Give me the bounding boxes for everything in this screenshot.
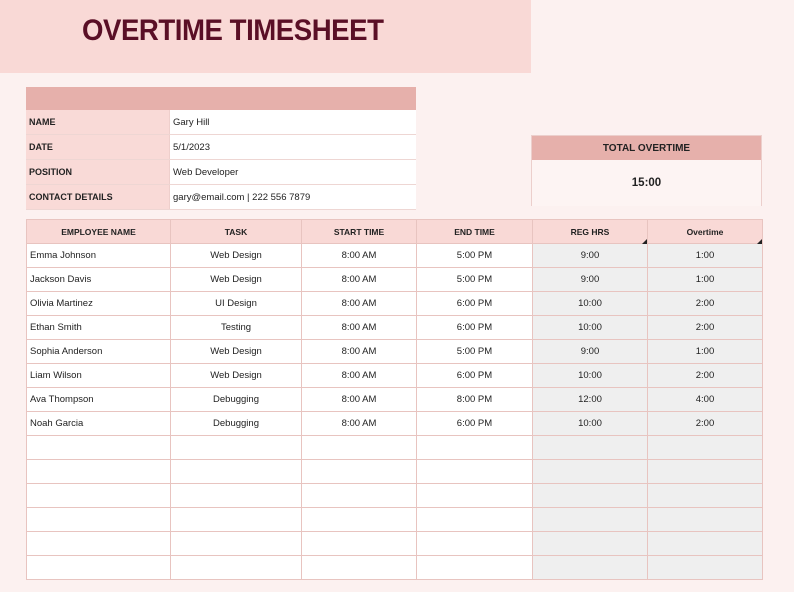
start-time-cell[interactable]	[302, 508, 417, 532]
overtime-cell[interactable]: 2:00	[648, 292, 763, 316]
task-cell[interactable]	[171, 508, 302, 532]
column-header-label: REG HRS	[570, 226, 610, 237]
start-time-cell[interactable]: 8:00 AM	[302, 316, 417, 340]
task-cell[interactable]: Debugging	[171, 412, 302, 436]
employee-name-cell[interactable]: Liam Wilson	[27, 364, 171, 388]
table-header-row	[27, 220, 763, 244]
reg-hrs-cell[interactable]: 10:00	[533, 292, 648, 316]
end-time-cell[interactable]	[417, 460, 533, 484]
total-overtime-label: TOTAL OVERTIME	[532, 136, 761, 160]
date-value-cell[interactable]: 5/1/2023	[170, 135, 416, 159]
end-time-cell[interactable]	[417, 436, 533, 460]
overtime-cell[interactable]: 1:00	[648, 244, 763, 268]
overtime-cell[interactable]: 4:00	[648, 388, 763, 412]
overtime-cell[interactable]: 2:00	[648, 412, 763, 436]
task-cell[interactable]: Debugging	[171, 388, 302, 412]
reg-hrs-cell[interactable]: 10:00	[533, 316, 648, 340]
employee-name-cell[interactable]: Olivia Martinez	[27, 292, 171, 316]
reg-hrs-cell[interactable]: 9:00	[533, 244, 648, 268]
info-label: CONTACT DETAILS	[26, 185, 170, 209]
name-value-cell[interactable]: Gary Hill	[170, 110, 416, 134]
table-row	[27, 436, 763, 460]
table-row	[27, 508, 763, 532]
task-cell[interactable]: Web Design	[171, 364, 302, 388]
task-cell[interactable]: Web Design	[171, 244, 302, 268]
info-label: POSITION	[26, 160, 170, 184]
column-header: EMPLOYEE NAME	[27, 220, 171, 244]
end-time-cell[interactable]: 5:00 PM	[417, 268, 533, 292]
table-row	[27, 364, 763, 388]
reg-hrs-cell[interactable]: 9:00	[533, 340, 648, 364]
contact-value-cell[interactable]: gary@email.com | 222 556 7879	[170, 185, 416, 209]
info-label: DATE	[26, 135, 170, 159]
task-cell[interactable]	[171, 532, 302, 556]
reg-hrs-cell[interactable]	[533, 460, 648, 484]
table-row	[27, 460, 763, 484]
task-cell[interactable]: UI Design	[171, 292, 302, 316]
overtime-cell[interactable]: 1:00	[648, 340, 763, 364]
info-label: NAME	[26, 110, 170, 134]
start-time-cell[interactable]	[302, 460, 417, 484]
table-row	[27, 244, 763, 268]
end-time-cell[interactable]: 8:00 PM	[417, 388, 533, 412]
end-time-cell[interactable]: 6:00 PM	[417, 316, 533, 340]
task-cell[interactable]: Testing	[171, 316, 302, 340]
end-time-cell[interactable]: 6:00 PM	[417, 412, 533, 436]
employee-name-cell[interactable]: Ethan Smith	[27, 316, 171, 340]
start-time-cell[interactable]	[302, 556, 417, 580]
overtime-cell[interactable]: 1:00	[648, 268, 763, 292]
overtime-cell[interactable]: 2:00	[648, 316, 763, 340]
start-time-cell[interactable]: 8:00 AM	[302, 364, 417, 388]
timesheet-table	[26, 219, 763, 580]
start-time-cell[interactable]: 8:00 AM	[302, 292, 417, 316]
reg-hrs-cell[interactable]	[533, 532, 648, 556]
employee-name-cell[interactable]	[27, 436, 171, 460]
overtime-cell[interactable]	[648, 436, 763, 460]
overtime-cell[interactable]	[648, 484, 763, 508]
table-row	[27, 316, 763, 340]
employee-name-cell[interactable]	[27, 532, 171, 556]
reg-hrs-cell[interactable]: 10:00	[533, 364, 648, 388]
table-row	[27, 388, 763, 412]
start-time-cell[interactable]: 8:00 AM	[302, 244, 417, 268]
page-title: OVERTIME TIMESHEET	[82, 14, 384, 47]
reg-hrs-cell[interactable]	[533, 508, 648, 532]
employee-name-cell[interactable]: Noah Garcia	[27, 412, 171, 436]
task-cell[interactable]	[171, 460, 302, 484]
start-time-cell[interactable]: 8:00 AM	[302, 412, 417, 436]
table-row	[27, 484, 763, 508]
employee-name-cell[interactable]: Ava Thompson	[27, 388, 171, 412]
reg-hrs-cell[interactable]: 10:00	[533, 412, 648, 436]
end-time-cell[interactable]: 6:00 PM	[417, 364, 533, 388]
task-cell[interactable]	[171, 556, 302, 580]
task-cell[interactable]: Web Design	[171, 268, 302, 292]
table-row	[27, 412, 763, 436]
end-time-cell[interactable]	[417, 484, 533, 508]
start-time-cell[interactable]: 8:00 AM	[302, 388, 417, 412]
column-header: TASK	[171, 220, 302, 244]
overtime-cell[interactable]	[648, 532, 763, 556]
end-time-cell[interactable]	[417, 508, 533, 532]
info-row-position	[26, 160, 416, 185]
task-cell[interactable]: Web Design	[171, 340, 302, 364]
info-row-contact	[26, 185, 416, 210]
employee-name-cell[interactable]: Emma Johnson	[27, 244, 171, 268]
overtime-cell[interactable]: 2:00	[648, 364, 763, 388]
comment-indicator-icon	[642, 239, 647, 244]
table-row	[27, 556, 763, 580]
overtime-cell[interactable]	[648, 556, 763, 580]
employee-name-cell[interactable]	[27, 556, 171, 580]
start-time-cell[interactable]: 8:00 AM	[302, 340, 417, 364]
table-row	[27, 340, 763, 364]
employee-name-cell[interactable]	[27, 484, 171, 508]
end-time-cell[interactable]: 6:00 PM	[417, 292, 533, 316]
position-value-cell[interactable]: Web Developer	[170, 160, 416, 184]
reg-hrs-cell[interactable]	[533, 484, 648, 508]
start-time-cell[interactable]: 8:00 AM	[302, 268, 417, 292]
info-header-band	[26, 87, 416, 110]
overtime-cell[interactable]	[648, 508, 763, 532]
start-time-cell[interactable]	[302, 532, 417, 556]
end-time-cell[interactable]	[417, 556, 533, 580]
reg-hrs-cell[interactable]: 12:00	[533, 388, 648, 412]
task-cell[interactable]	[171, 436, 302, 460]
info-row-name	[26, 110, 416, 135]
employee-name-cell[interactable]	[27, 508, 171, 532]
employee-name-cell[interactable]: Jackson Davis	[27, 268, 171, 292]
column-header	[533, 220, 648, 244]
table-row	[27, 532, 763, 556]
reg-hrs-cell[interactable]	[533, 556, 648, 580]
start-time-cell[interactable]	[302, 484, 417, 508]
column-header: END TIME	[417, 220, 533, 244]
total-overtime-box	[531, 135, 762, 206]
table-row	[27, 268, 763, 292]
reg-hrs-cell[interactable]: 9:00	[533, 268, 648, 292]
employee-name-cell[interactable]: Sophia Anderson	[27, 340, 171, 364]
employee-name-cell[interactable]	[27, 460, 171, 484]
reg-hrs-cell[interactable]	[533, 436, 648, 460]
overtime-cell[interactable]	[648, 460, 763, 484]
end-time-cell[interactable]: 5:00 PM	[417, 244, 533, 268]
comment-indicator-icon	[757, 239, 762, 244]
column-header	[648, 220, 763, 244]
info-row-date	[26, 135, 416, 160]
end-time-cell[interactable]	[417, 532, 533, 556]
employee-info-block	[26, 87, 416, 210]
table-row	[27, 292, 763, 316]
end-time-cell[interactable]: 5:00 PM	[417, 340, 533, 364]
task-cell[interactable]	[171, 484, 302, 508]
column-header: START TIME	[302, 220, 417, 244]
start-time-cell[interactable]	[302, 436, 417, 460]
column-header-label: Overtime	[686, 226, 724, 237]
total-overtime-value[interactable]: 15:00	[532, 160, 761, 206]
